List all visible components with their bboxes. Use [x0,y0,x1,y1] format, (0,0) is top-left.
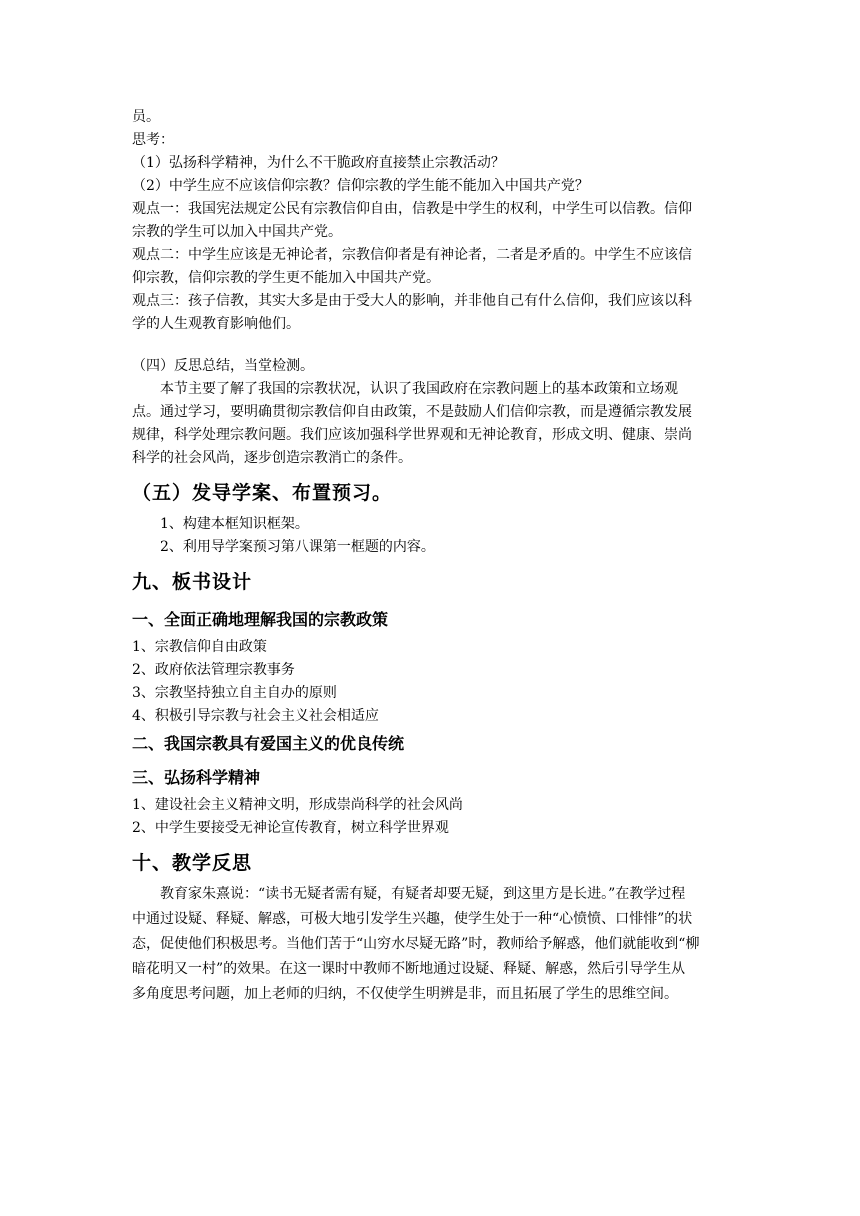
text-line: 仰宗教，信仰宗教的学生更不能加入中国共产党。 [132,270,440,286]
board-part-3-item: 2、中学生要接受无神论宣传教育，树立科学世界观 [132,820,449,836]
question-2: （2）中学生应不应该信仰宗教？信仰宗教的学生能不能加入中国共产党？ [132,178,589,194]
board-part-2-title: 二、我国宗教具有爱国主义的优良传统 [132,734,405,753]
board-part-1-item: 4、积极引导宗教与社会主义社会相适应 [132,708,379,724]
text-line: 宗教的学生可以加入中国共产党。 [132,224,342,240]
viewpoint-3: 观点三：孩子信教，其实大多是由于受大人的影响，并非他自己有什么信仰，我们应该以科 [132,293,692,309]
question-1: （1）弘扬科学精神，为什么不干脆政府直接禁止宗教活动？ [132,155,505,171]
viewpoint-2: 观点二：中学生应该是无神论者，宗教信仰者是有神论者，二者是矛盾的。中学生不应该信 [132,247,692,263]
viewpoint-1: 观点一：我国宪法规定公民有宗教信仰自由，信教是中学生的权利，中学生可以信教。信仰 [132,201,692,217]
reflection-title: 十、教学反思 [132,852,253,874]
reflection-para: 多角度思考问题，加上老师的归纳，不仅使学生明辨是非，而且拓展了学生的思维空间。 [132,986,678,1002]
text-line: 员。 [132,109,160,125]
section-4-para: 点。通过学习，要明确贯彻宗教信仰自由政策，不是鼓励人们信仰宗教，而是遵循宗教发展 [132,404,692,420]
board-part-3-title: 三、弘扬科学精神 [132,768,261,787]
section-4-para: 规律，科学处理宗教问题。我们应该加强科学世界观和无神论教育，形成文明、健康、崇尚 [132,427,692,443]
board-part-1-item: 3、宗教坚持独立自主自办的原则 [132,685,337,701]
board-part-3-item: 1、建设社会主义精神文明，形成崇尚科学的社会风尚 [132,797,463,813]
text-line: 思考： [132,132,174,148]
section-4-title: （四）反思总结，当堂检测。 [132,358,314,374]
text-line: 学的人生观教育影响他们。 [132,316,300,332]
reflection-para: 态，促使他们积极思考。当他们苦于“山穷水尽疑无路”时，教师给予解惑，他们就能收到“柳 [132,936,700,952]
board-part-1-title: 一、全面正确地理解我国的宗教政策 [132,610,389,629]
section-4-para: 本节主要了解了我国的宗教状况，认识了我国政府在宗教问题上的基本政策和立场观 [160,381,678,397]
section-5-item: 2、利用导学案预习第八课第一框题的内容。 [160,539,435,555]
board-part-1-item: 1、宗教信仰自由政策 [132,639,267,655]
section-5-title: （五）发导学案、布置预习。 [132,482,393,504]
board-design-title: 九、板书设计 [132,571,253,593]
reflection-para: 中通过设疑、释疑、解惑，可极大地引发学生兴趣，使学生处于一种“心愤愤、口悱悱”的状 [132,911,693,927]
reflection-para: 暗花明又一村”的效果。在这一课时中教师不断地通过设疑、释疑、解惑，然后引导学生从 [132,961,686,977]
reflection-para: 教育家朱熹说：“读书无疑者需有疑，有疑者却要无疑，到这里方是长进。”在教学过程 [160,886,686,902]
section-4-para: 科学的社会风尚，逐步创造宗教消亡的条件。 [132,450,412,466]
board-part-1-item: 2、政府依法管理宗教事务 [132,662,295,678]
section-5-item: 1、构建本框知识框架。 [160,516,309,532]
